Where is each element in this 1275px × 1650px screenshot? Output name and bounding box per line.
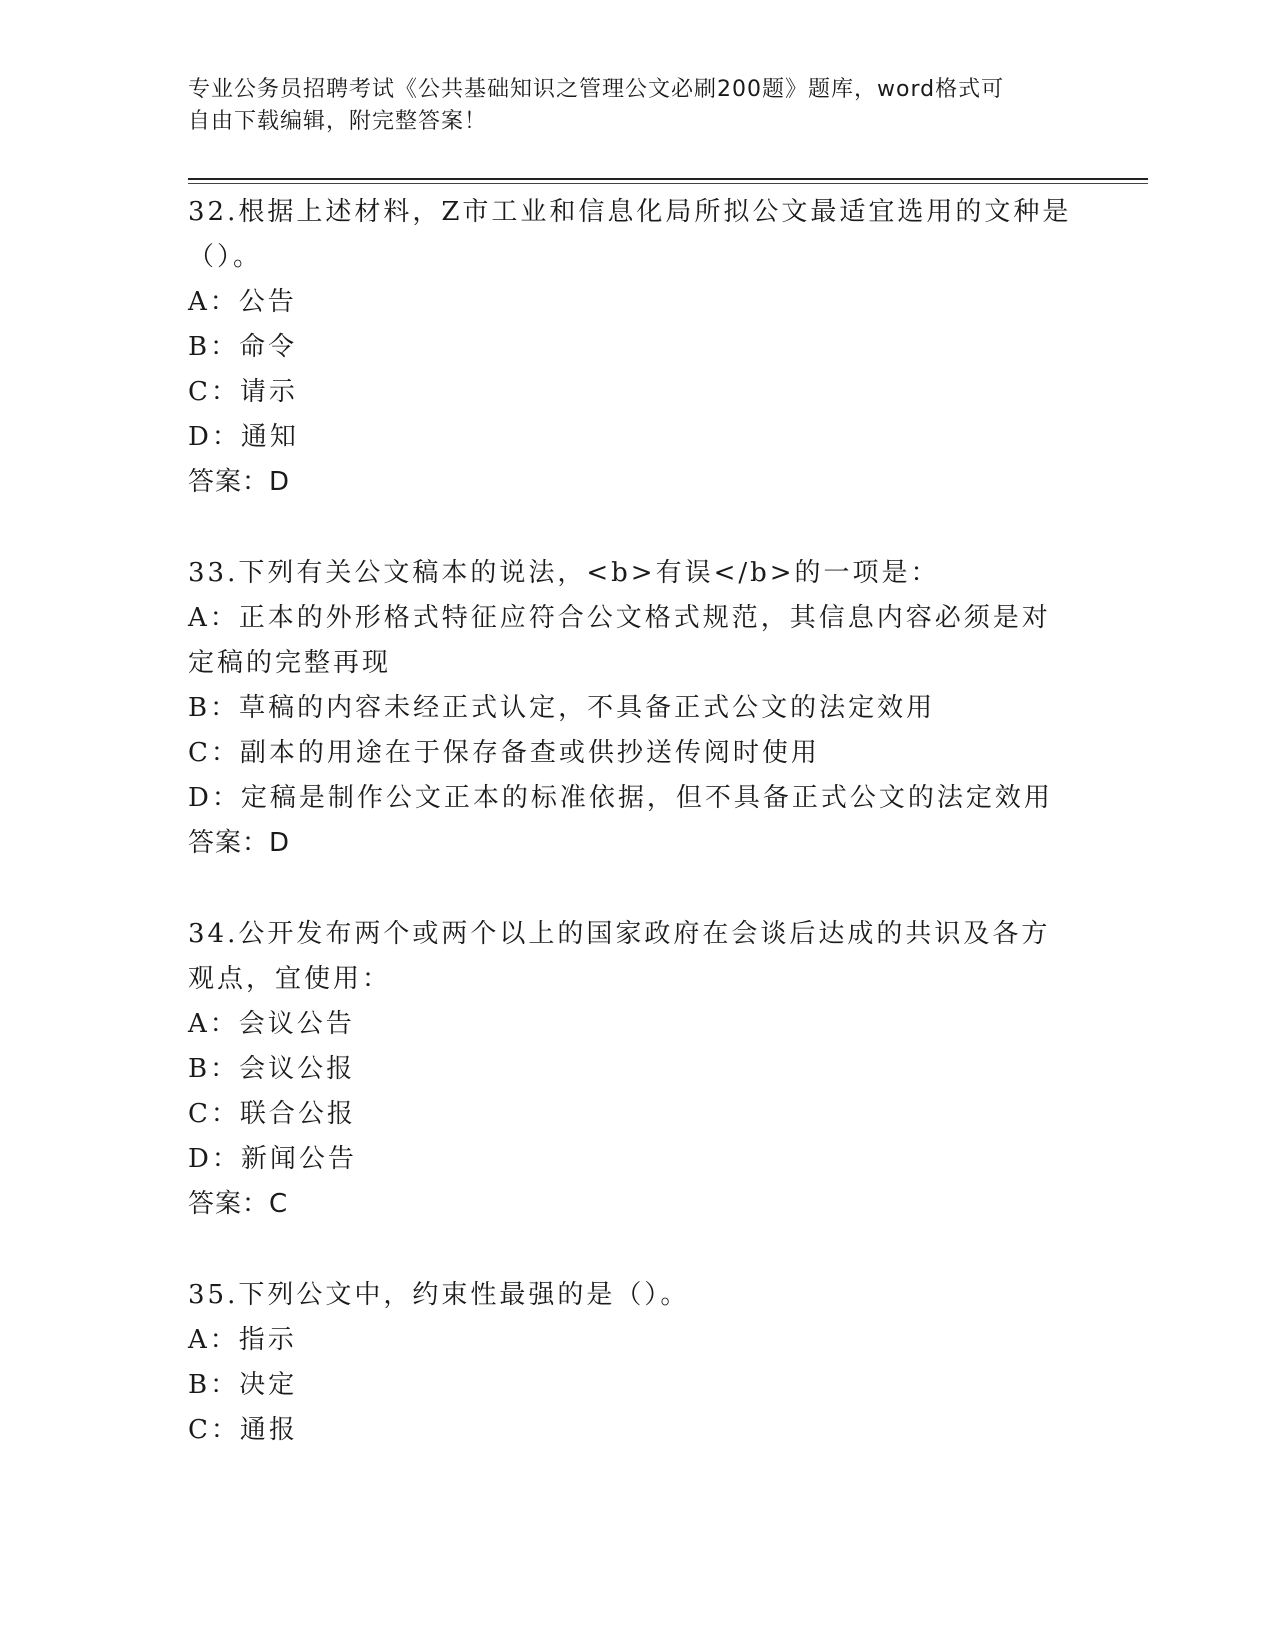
- answer: 答案：C: [188, 1189, 289, 1219]
- option-d: D：定稿是制作公文正本的标准依据，但不具备正式公文的法定效用: [188, 783, 1053, 813]
- option-c: C：请示: [188, 377, 298, 407]
- option-a: A：公告: [188, 287, 297, 317]
- option-a: A：会议公告: [188, 1009, 355, 1039]
- header-rule-thick: [188, 178, 1148, 180]
- header-line-1: 专业公务员招聘考试《公共基础知识之管理公文必刷200题》题库，word格式可: [188, 77, 1005, 102]
- question-stem: 34.公开发布两个或两个以上的国家政府在会谈后达成的共识及各方观点，宜使用：: [188, 919, 1051, 994]
- option-d: D：新闻公告: [188, 1144, 357, 1174]
- answer: 答案：D: [188, 828, 291, 858]
- question-34: [188, 912, 1078, 1227]
- question-list: [188, 190, 1078, 1453]
- option-c: C：副本的用途在于保存备查或供抄送传阅时使用: [188, 738, 820, 768]
- question-stem: 35.下列公文中，约束性最强的是（）。: [188, 1280, 690, 1310]
- option-d: D：通知: [188, 422, 299, 452]
- question-33: [188, 551, 1078, 866]
- option-b: B：决定: [188, 1370, 298, 1400]
- header-rule-thin: [188, 183, 1148, 184]
- document-header: [188, 74, 1068, 138]
- question-stem: 32.根据上述材料，Z市工业和信息化局所拟公文最适宜选用的文种是（）。: [188, 197, 1072, 272]
- option-c: C：联合公报: [188, 1099, 356, 1129]
- answer: 答案：D: [188, 467, 291, 497]
- option-c: C：通报: [188, 1415, 298, 1445]
- option-b: B：会议公报: [188, 1054, 356, 1084]
- question-32: [188, 190, 1078, 505]
- question-stem: 33.下列有关公文稿本的说法，<b>有误</b>的一项是：: [188, 558, 940, 588]
- option-a: A：正本的外形格式特征应符合公文格式规范，其信息内容必须是对定稿的完整再现: [188, 603, 1051, 678]
- option-a: A：指示: [188, 1325, 297, 1355]
- question-35: [188, 1273, 1078, 1453]
- option-b: B：草稿的内容未经正式认定，不具备正式公文的法定效用: [188, 693, 936, 723]
- header-line-2: 自由下载编辑，附完整答案！: [188, 109, 488, 134]
- option-b: B：命令: [188, 332, 298, 362]
